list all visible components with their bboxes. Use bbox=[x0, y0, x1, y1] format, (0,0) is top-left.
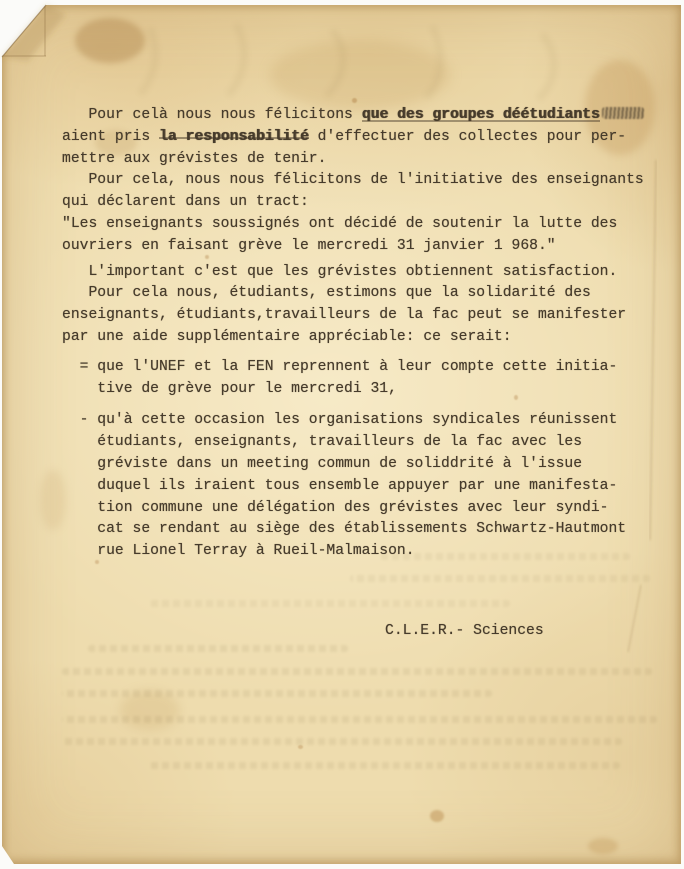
document-line: enseignants, étudiants,travailleurs de la fac peut se manifester bbox=[62, 307, 627, 324]
text-run: aient pris bbox=[62, 128, 159, 145]
typewritten-text bbox=[62, 105, 662, 563]
document-line bullet-item: - qu'à cette occasion les organisations syndicales réunissent bbox=[62, 412, 618, 429]
stain bbox=[588, 838, 618, 854]
document-line: cat se rendant au siège des établissements Schwartz-Hautmont bbox=[62, 521, 627, 538]
document-line bbox=[62, 105, 662, 127]
stain bbox=[75, 18, 145, 63]
document-line: tive de grève pour le mercredi 31, bbox=[62, 380, 397, 397]
document-line: "Les enseignants soussignés ont décidé de soutenir la lutte des bbox=[62, 215, 618, 232]
bleed-through-text bbox=[150, 762, 620, 769]
bleed-through-text bbox=[62, 716, 657, 723]
document-line: L'important c'est que les grévistes obtiennent satisfaction. bbox=[62, 263, 618, 280]
overtyped-text: que des groupes déétudiants bbox=[361, 107, 600, 123]
text-run: d'effectuer des collectes pour per- bbox=[308, 128, 627, 145]
document-line: qui déclarent dans un tract: bbox=[62, 194, 309, 211]
document-line: tion commune une délégation des grévistes avec leur syndi- bbox=[62, 499, 609, 516]
stain bbox=[270, 40, 450, 110]
bleed-through-text bbox=[350, 575, 650, 582]
bleed-through-text bbox=[62, 668, 652, 675]
document-line: Pour cela, nous nous félicitons de l'initiative des enseignants bbox=[62, 172, 644, 189]
stain bbox=[298, 745, 303, 749]
bleed-through-text bbox=[88, 645, 348, 652]
document-line: étudiants, enseignants, travailleurs de la fac avec les bbox=[62, 434, 583, 451]
bleed-through-text bbox=[150, 600, 510, 607]
stain bbox=[352, 98, 357, 103]
document-line bbox=[62, 127, 662, 149]
document-line: par une aide supplémentaire appréciable: ce serait: bbox=[62, 328, 512, 345]
ink-smudge bbox=[602, 107, 644, 119]
bleed-through-text bbox=[62, 690, 492, 697]
overtyped-text: la responsabilité bbox=[158, 128, 309, 145]
bleed-through-text bbox=[62, 738, 622, 745]
document-line: ouvriers en faisant grève le mercredi 31 janvier 1 968." bbox=[62, 237, 556, 254]
document-line bullet-item: = que l'UNEF et la FEN reprennent à leur compte cette initia- bbox=[62, 358, 618, 375]
document-line: duquel ils iraient tous ensemble appuyer par une manifesta- bbox=[62, 477, 618, 494]
stain bbox=[430, 810, 444, 822]
signature-line: C.L.E.R.- Sciences bbox=[385, 623, 544, 639]
document-line: mettre aux grévistes de tenir. bbox=[62, 150, 327, 167]
document-line: gréviste dans un meeting commun de soliddrité à l'issue bbox=[62, 455, 583, 472]
document-line: rue Lionel Terray à Rueil-Malmaison. bbox=[62, 543, 415, 560]
document-line: Pour cela nous, étudiants, estimons que la solidarité des bbox=[62, 285, 591, 302]
text-run: Pour celà nous nous félicitons bbox=[62, 107, 362, 123]
